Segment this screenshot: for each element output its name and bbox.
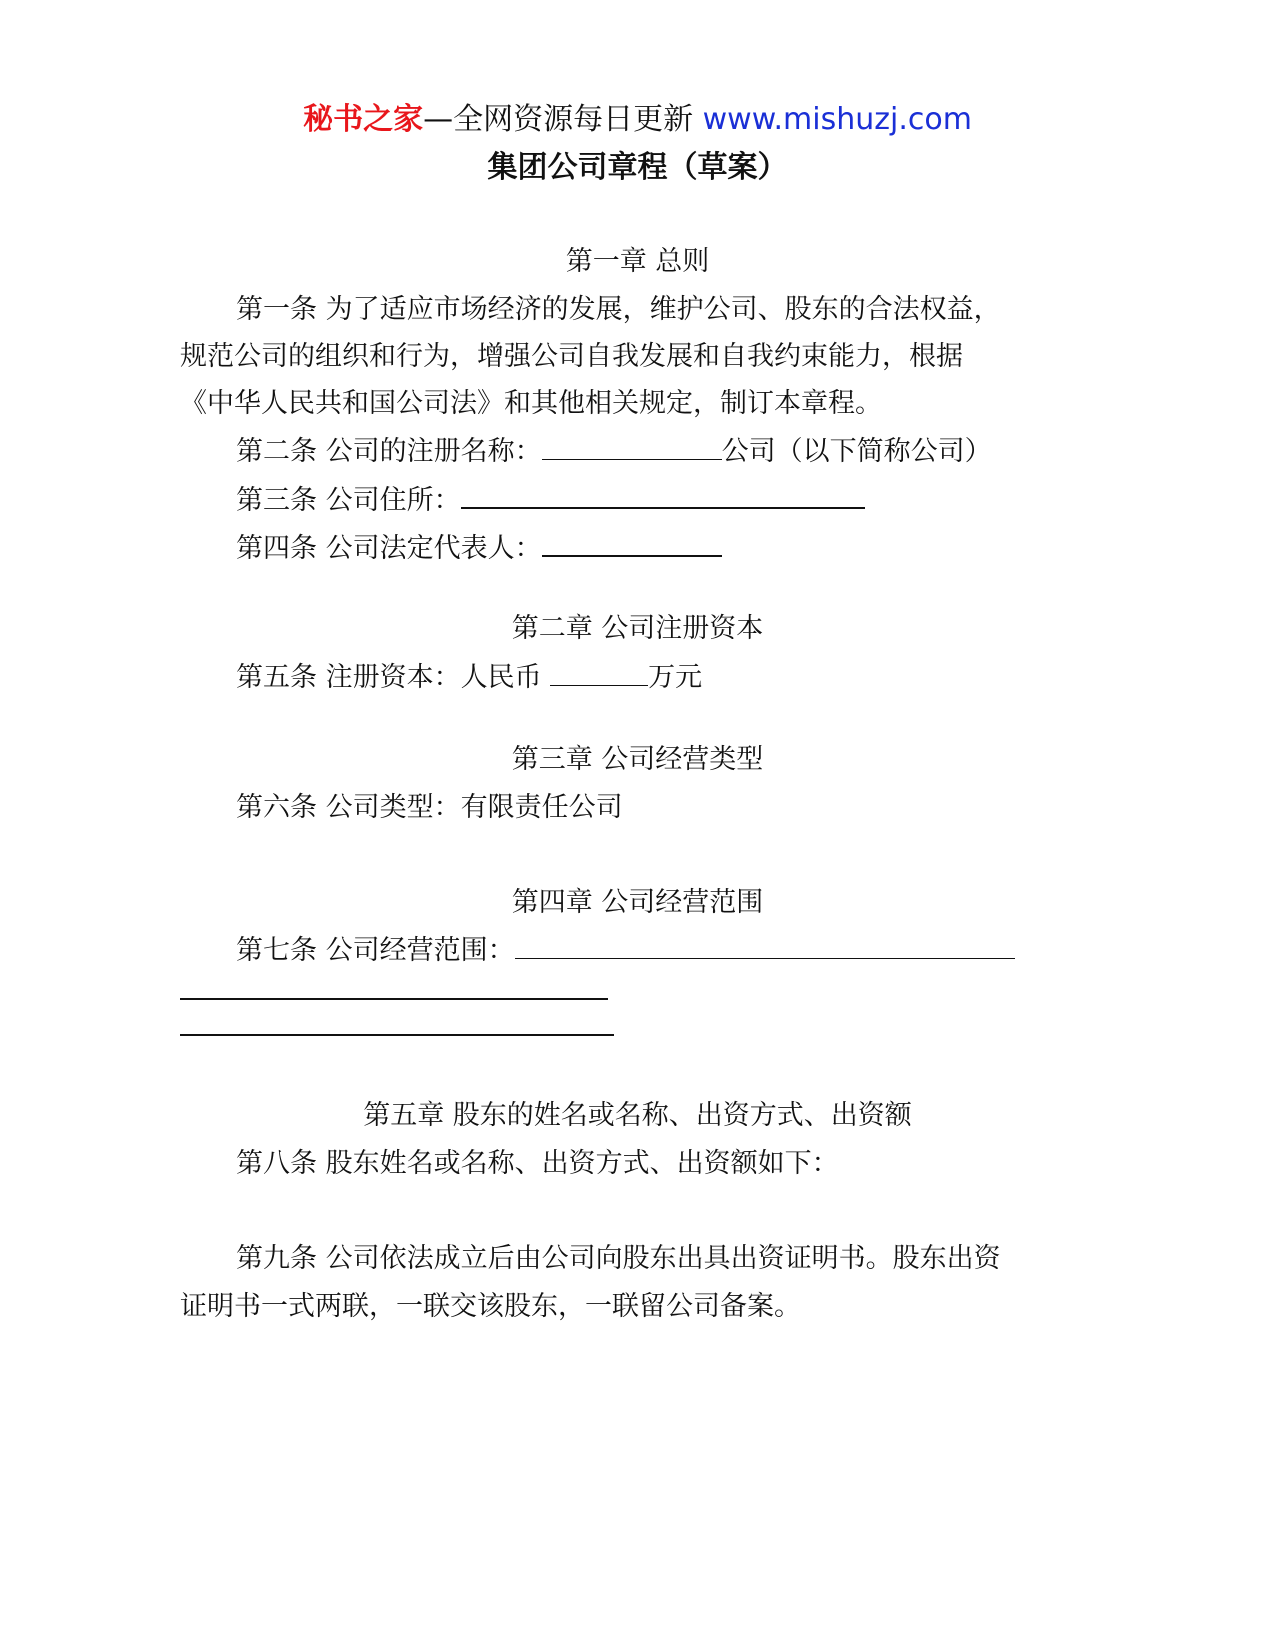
business-scope-blank-1[interactable] bbox=[515, 932, 1015, 959]
article-1-line-2: 规范公司的组织和行为，增强公司自我发展和自我约束能力，根据 bbox=[180, 341, 963, 372]
article-1-line-3: 《中华人民共和国公司法》和其他相关规定，制订本章程。 bbox=[180, 388, 882, 419]
chapter-3-heading: 第三章 公司经营类型 bbox=[511, 744, 764, 775]
article-5 bbox=[236, 659, 702, 696]
address-blank[interactable] bbox=[461, 481, 865, 509]
article-6: 第六条 公司类型：有限责任公司 bbox=[236, 792, 623, 823]
article-1-line-1: 第一条 为了适应市场经济的发展，维护公司、股东的合法权益， bbox=[236, 294, 1001, 325]
article-7 bbox=[236, 932, 1015, 969]
article-2 bbox=[236, 433, 992, 470]
legal-rep-blank[interactable] bbox=[542, 529, 722, 557]
company-name-blank[interactable] bbox=[542, 433, 722, 460]
chapter-2-heading: 第二章 公司注册资本 bbox=[511, 613, 764, 644]
header-slogan: —全网资源每日更新 bbox=[423, 102, 703, 137]
business-scope-blank-2[interactable] bbox=[180, 998, 608, 1000]
chapter-4-heading: 第四章 公司经营范围 bbox=[511, 887, 764, 918]
article-7-label: 第七条 公司经营范围： bbox=[236, 935, 515, 966]
article-4-label: 第四条 公司法定代表人： bbox=[236, 533, 542, 564]
article-5-label: 第五条 注册资本：人民币 bbox=[236, 662, 551, 693]
article-9-line-1: 第九条 公司依法成立后由公司向股东出具出资证明书。股东出资 bbox=[236, 1243, 1001, 1274]
brand-name: 秘书之家 bbox=[303, 102, 424, 137]
document-title: 集团公司章程（草案） bbox=[487, 150, 788, 185]
article-4 bbox=[236, 529, 722, 567]
business-scope-blank-3[interactable] bbox=[180, 1034, 614, 1036]
article-3 bbox=[236, 481, 865, 519]
article-2-label: 第二条 公司的注册名称： bbox=[236, 436, 542, 467]
capital-amount-blank[interactable] bbox=[550, 659, 648, 686]
site-link[interactable]: www.mishuzj.com bbox=[702, 102, 972, 137]
article-3-label: 第三条 公司住所： bbox=[236, 485, 461, 516]
article-9-line-2: 证明书一式两联，一联交该股东，一联留公司备案。 bbox=[180, 1291, 801, 1322]
article-5-suffix: 万元 bbox=[648, 662, 703, 693]
chapter-1-heading: 第一章 总则 bbox=[565, 246, 710, 277]
article-8: 第八条 股东姓名或名称、出资方式、出资额如下： bbox=[236, 1148, 839, 1179]
site-header bbox=[0, 100, 1275, 140]
chapter-5-heading: 第五章 股东的姓名或名称、出资方式、出资额 bbox=[363, 1100, 912, 1131]
article-2-suffix: 公司（以下简称公司） bbox=[721, 436, 992, 467]
